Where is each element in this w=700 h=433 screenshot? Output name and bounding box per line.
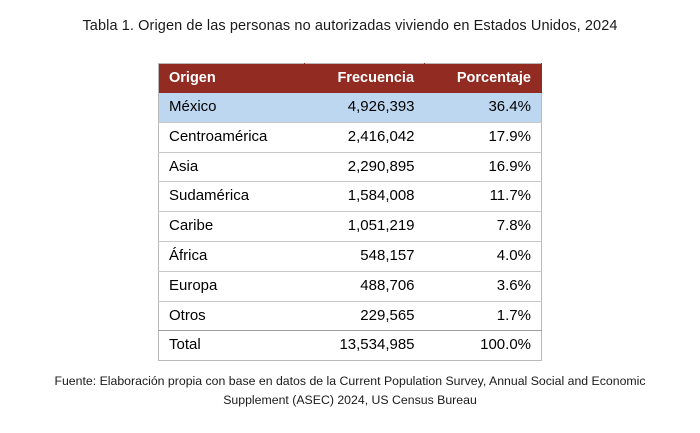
cell-percentage: 100.0%: [425, 331, 542, 361]
cell-origin: Europa: [159, 271, 305, 301]
table-row: [159, 122, 542, 152]
cell-percentage: 4.0%: [425, 241, 542, 271]
cell-origin: Asia: [159, 152, 305, 182]
cell-origin: Sudamérica: [159, 182, 305, 212]
cell-frequency: 548,157: [305, 241, 425, 271]
table-header: [159, 64, 542, 94]
cell-percentage: 1.7%: [425, 301, 542, 331]
page-title: Tabla 1. Origen de las personas no autorizadas viviendo en Estados Unidos, 2024: [82, 18, 618, 34]
cell-percentage: 16.9%: [425, 152, 542, 182]
cell-frequency: 2,290,895: [305, 152, 425, 182]
column-header-percentage: Porcentaje: [425, 64, 542, 94]
cell-percentage: 7.8%: [425, 212, 542, 242]
cell-origin: África: [159, 241, 305, 271]
table-row: [159, 271, 542, 301]
column-header-frequency: Frecuencia: [305, 64, 425, 94]
origin-frequency-table: [158, 63, 542, 361]
cell-frequency: 1,051,219: [305, 212, 425, 242]
table-row: [159, 212, 542, 242]
column-header-origin: Origen: [159, 64, 305, 94]
cell-frequency: 488,706: [305, 271, 425, 301]
cell-frequency: 2,416,042: [305, 122, 425, 152]
cell-origin: Caribe: [159, 212, 305, 242]
cell-frequency: 4,926,393: [305, 93, 425, 122]
cell-frequency: 229,565: [305, 301, 425, 331]
cell-frequency: 13,534,985: [305, 331, 425, 361]
table-body: [159, 93, 542, 361]
cell-percentage: 17.9%: [425, 122, 542, 152]
table-container: [0, 63, 700, 361]
cell-frequency: 1,584,008: [305, 182, 425, 212]
source-note-line-1: Fuente: Elaboración propia con base en datos de la Current Population Survey, Annual Social and Economic: [54, 374, 646, 389]
table-row: [159, 241, 542, 271]
cell-percentage: 36.4%: [425, 93, 542, 122]
cell-origin: Otros: [159, 301, 305, 331]
table-row: [159, 93, 542, 122]
table-header-row: [159, 64, 542, 94]
cell-origin: Centroamérica: [159, 122, 305, 152]
table-row: [159, 152, 542, 182]
table-row: [159, 301, 542, 331]
cell-origin: México: [159, 93, 305, 122]
source-note-line-2: Supplement (ASEC) 2024, US Census Bureau: [223, 392, 477, 407]
cell-percentage: 11.7%: [425, 182, 542, 212]
table-row: [159, 331, 542, 361]
cell-percentage: 3.6%: [425, 271, 542, 301]
cell-origin: Total: [159, 331, 305, 361]
table-row: [159, 182, 542, 212]
source-note: [0, 372, 700, 409]
